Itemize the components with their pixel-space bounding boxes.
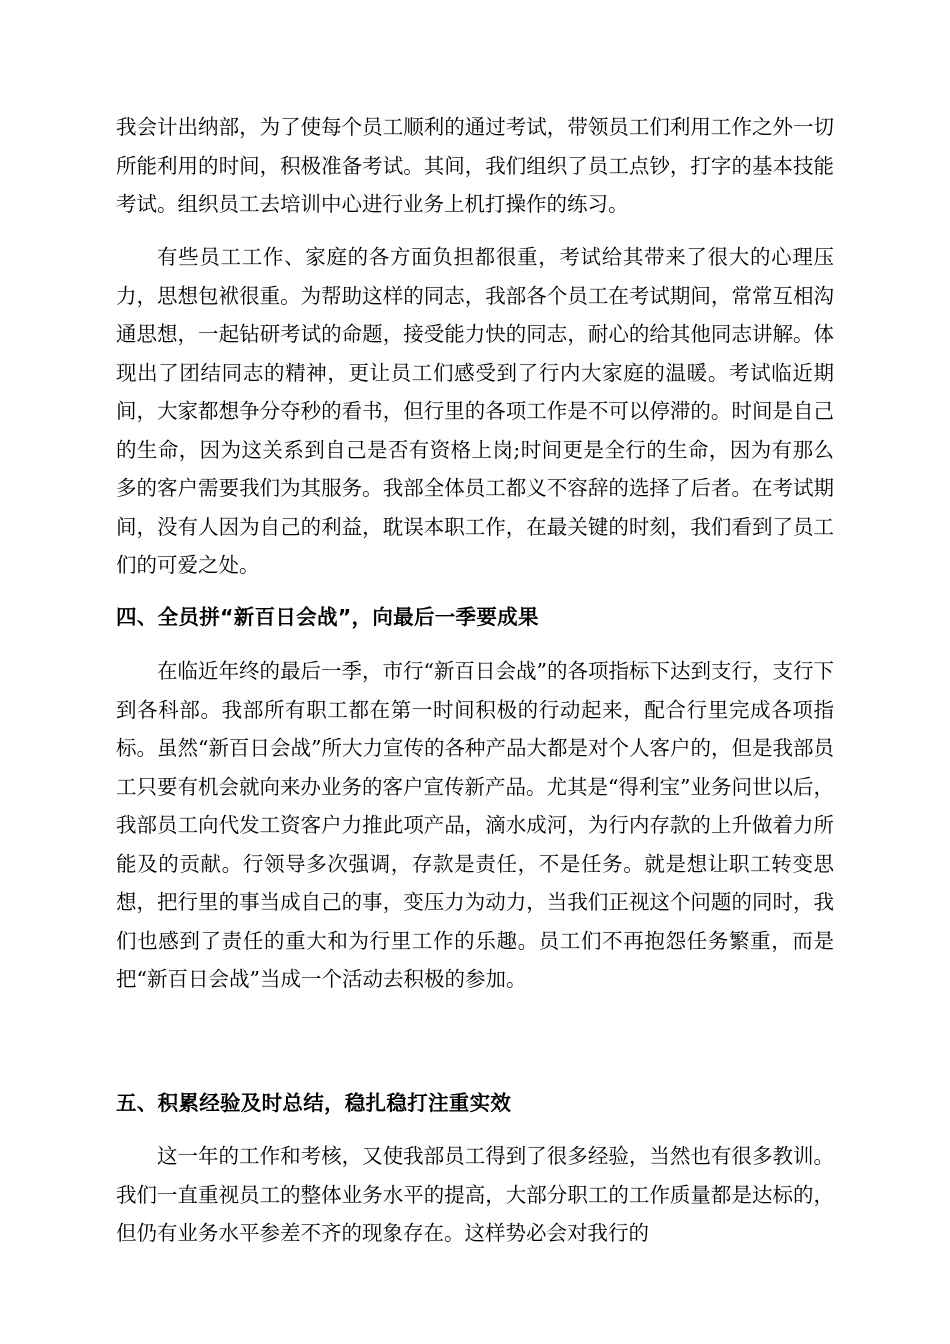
paragraph-mutual-help: 有些员工工作、家庭的各方面负担都很重，考试给其带来了很大的心理压力，思想包袱很重。为帮助这样的同志，我部各个员工在考试期间，常常互相沟通思想，一起钻研考试的命题，接受能力快的同志，耐心的给其他同志讲解。体现出了团结同志的精神，更让员工们感受到了行内大家庭的温暖。考试临近期间，大家都想争分夺秒的看书，但行里的各项工作是不可以停滞的。时间是自己的生命，因为这关系到自己是否有资格上岗;时间更是全行的生命，因为有那么多的客户需要我们为其服务。我部全体员工都义不容辞的选择了后者。在考试期间，没有人因为自己的利益，耽误本职工作，在最关键的时刻，我们看到了员工们的可爱之处。	[116, 245, 834, 577]
paragraph-experience-summary: 这一年的工作和考核，又使我部员工得到了很多经验，当然也有很多教训。我们一直重视员工的整体业务水平的提高，大部分职工的工作质量都是达标的，但仍有业务水平参差不齐的现象存在。这样势必会对我行的	[116, 1144, 834, 1245]
paragraph-exam-preparation: 我会计出纳部，为了使每个员工顺利的通过考试，带领员工们利用工作之外一切所能利用的时间，积极准备考试。其间，我们组织了员工点钞，打字的基本技能考试。组织员工去培训中心进行业务上机打操作的练习。	[116, 115, 834, 216]
section-heading-5: 五、积累经验及时总结，稳扎稳打注重实效	[116, 1091, 512, 1115]
paragraph-hundred-day-campaign: 在临近年终的最后一季，市行“新百日会战”的各项指标下达到支行，支行下到各科部。我部所有职工都在第一时间积极的行动起来，配合行里完成各项指标。虽然“新百日会战”所大力宣传的各种产品大都是对个人客户的，但是我部员工只要有机会就向来办业务的客户宣传新产品。尤其是“得利宝”业务问世以后，我部员工向代发工资客户力推此项产品，滴水成河，为行内存款的上升做着力所能及的贡献。行领导多次强调，存款是责任，不是任务。就是想让职工转变思想，把行里的事当成自己的事，变压力为动力，当我们正视这个问题的同时，我们也感到了责任的重大和为行里工作的乐趣。员工们不再抱怨任务繁重，而是把“新百日会战”当成一个活动去积极的参加。	[116, 659, 834, 991]
section-heading-4: 四、全员拼“新百日会战”，向最后一季要成果	[116, 605, 539, 629]
